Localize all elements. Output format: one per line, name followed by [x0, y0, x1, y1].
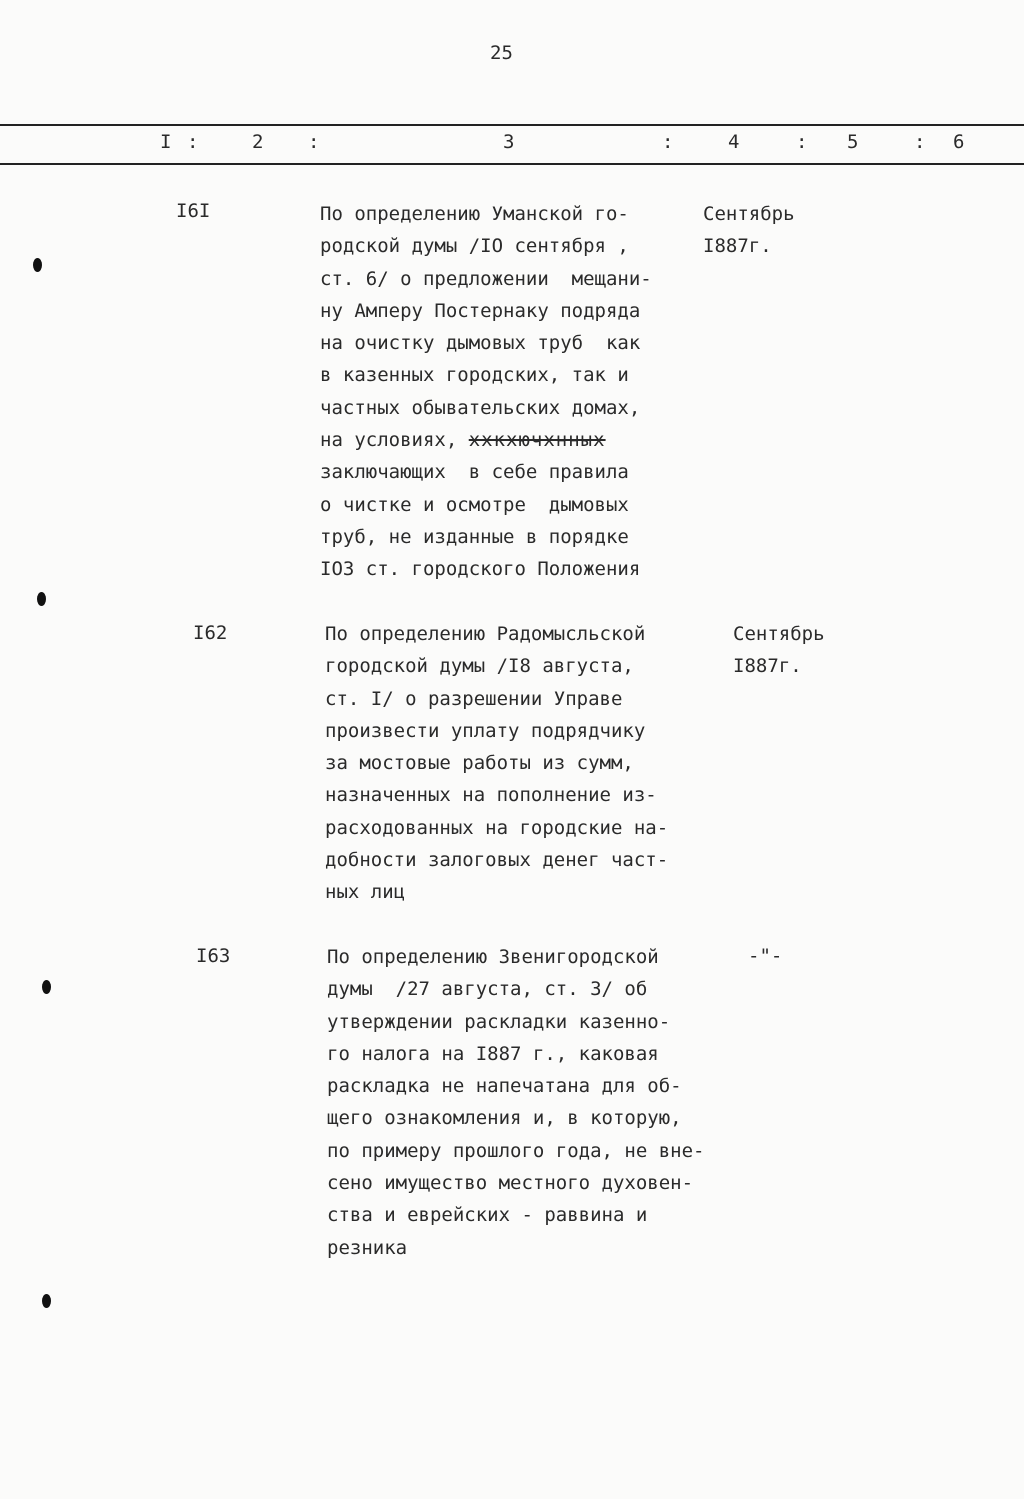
text-line: ст. 6/ о предложении мещани- — [320, 267, 652, 290]
column-separator: : — [662, 131, 674, 153]
text-line: ну Амперу Постернаку подряда — [320, 299, 641, 322]
column-separator: : — [187, 131, 199, 153]
column-header-2: 2 — [252, 131, 264, 153]
text-line: сено имущество местного духовен- — [327, 1172, 694, 1195]
date-month: Сентябрь — [703, 203, 795, 225]
struck-word: ххкхючхнных — [468, 429, 606, 452]
text-line: городской думы /I8 августа, — [325, 655, 634, 678]
binding-hole-mark — [42, 1294, 51, 1308]
column-separator: : — [796, 131, 808, 153]
text-line: на условиях, — [320, 429, 458, 452]
column-header-1: I — [160, 131, 172, 153]
text-line: в казенных городских, так и — [320, 364, 629, 387]
text-line-with-strike — [320, 424, 652, 456]
text-line: произвести уплату подрядчику — [325, 719, 646, 742]
text-line: назначенных на пополнение из- — [325, 784, 657, 807]
text-line: По определению Уманской го- — [320, 203, 629, 225]
column-separator: : — [914, 131, 926, 153]
text-line: IO3 ст. городского Положения — [320, 558, 641, 581]
text-line: раскладка не напечатана для об- — [327, 1075, 682, 1098]
table-top-rule — [0, 124, 1024, 126]
text-line: По определению Звенигородской — [327, 946, 659, 968]
text-line: утверждении раскладки казенно- — [327, 1010, 671, 1033]
table-header-rule — [0, 163, 1024, 165]
text-line: частных обывательских домах, — [320, 396, 641, 419]
text-line: ства и еврейских - раввина и — [327, 1204, 648, 1227]
text-line: заключающих в себе правила — [320, 461, 629, 484]
text-line: думы /27 августа, ст. 3/ об — [327, 978, 648, 1001]
binding-hole-mark — [42, 980, 51, 994]
text-line: добности залоговых денег част- — [325, 849, 669, 872]
entry-date — [703, 198, 795, 263]
column-header-3: 3 — [503, 131, 515, 153]
text-line: ст. I/ о разрешении Управе — [325, 687, 623, 710]
text-line: по примеру прошлого года, не вне- — [327, 1139, 705, 1162]
date-year: I887г. — [733, 655, 802, 678]
entry-number: I63 — [196, 945, 231, 967]
text-line: го налога на I887 г., каковая — [327, 1042, 659, 1065]
page-number: 25 — [490, 42, 513, 64]
text-line: резника — [327, 1236, 408, 1259]
entry-number: I62 — [193, 622, 228, 644]
entry-text — [327, 941, 705, 1264]
date-year: I887г. — [703, 235, 772, 258]
date-month: Сентябрь — [733, 623, 825, 645]
column-header-4: 4 — [728, 131, 740, 153]
ditto-mark: -"- — [748, 945, 783, 967]
text-line: на очистку дымовых труб как — [320, 332, 641, 355]
binding-hole-mark — [33, 258, 42, 272]
text-line: за мостовые работы из сумм, — [325, 752, 634, 775]
entry-text — [320, 198, 652, 586]
column-separator: : — [308, 131, 320, 153]
entry-date — [733, 618, 825, 683]
text-line: труб, не изданные в порядке — [320, 525, 629, 548]
text-line: ных лиц — [325, 881, 406, 904]
binding-hole-mark — [37, 592, 46, 606]
entry-text — [325, 618, 668, 909]
entry-number: I6I — [176, 200, 211, 222]
text-line: щего ознакомления и, в которую, — [327, 1107, 682, 1130]
column-header-5: 5 — [847, 131, 859, 153]
column-header-6: 6 — [953, 131, 965, 153]
text-line: расходованных на городские на- — [325, 816, 669, 839]
text-line: о чистке и осмотре дымовых — [320, 493, 629, 516]
text-line: По определению Радомысльской — [325, 623, 646, 645]
text-line: родской думы /IO сентября , — [320, 235, 629, 258]
